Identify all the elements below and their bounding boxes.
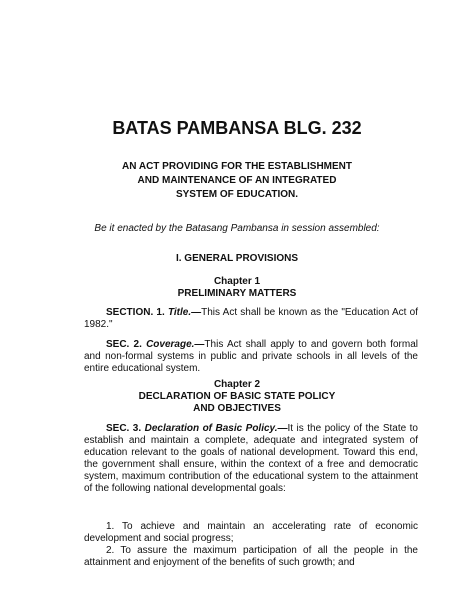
section-2-dash: — [194,339,205,350]
act-title-line-2: AND MAINTENANCE OF AN INTEGRATED [137,175,337,186]
section-1-text: This Act shall be known as the "Education Act of 1982." [84,307,418,330]
section-2-paragraph [84,339,418,375]
goal-item-2 [84,545,418,569]
section-2-heading: Coverage. [146,339,195,350]
section-2-label: SEC. 2. [106,339,142,350]
chapter-1-number: Chapter 1 [213,276,261,287]
section-1-paragraph [84,307,418,331]
chapter-2-name-line-1: DECLARATION OF BASIC STATE POLICY [138,391,336,402]
section-3-paragraph [84,423,418,495]
section-3-label: SEC. 3. [106,423,142,434]
chapter-2-name-line-2: AND OBJECTIVES [193,403,281,414]
enacting-clause: Be it enacted by the Batasang Pambansa in session assembled: [94,223,380,234]
chapter-1-name: PRELIMINARY MATTERS [177,288,297,299]
section-1-label: SECTION. 1. [106,307,165,318]
section-2-text: This Act shall apply to and govern both formal and non-formal systems in public and private schools in all levels of the entire educational system. [84,339,418,374]
act-title-line-1: AN ACT PROVIDING FOR THE ESTABLISHMENT [122,161,352,172]
section-3-dash: — [277,423,288,434]
act-title-line-3: SYSTEM OF EDUCATION. [175,189,299,200]
section-3-text: It is the policy of the State to establish and maintain a complete, adequate and integrated system of education relevant to the goals of national development. Toward this end, the government shall ensure, within the context of a free and democratic system, maximum contribution of the educational system to the attainment of the following national developmental goals: [84,423,418,494]
section-1-heading: Title. [167,307,192,318]
chapter-2-number: Chapter 2 [213,379,261,390]
section-3-heading: Declaration of Basic Policy. [144,423,278,434]
goal-2-text: 2. To assure the maximum participation of all the people in the attainment and enjoyment of the benefits of such growth; and [84,545,418,568]
section-1-dash: — [191,307,202,318]
goal-item-1 [84,521,418,545]
goal-1-text: 1. To achieve and maintain an accelerating rate of economic development and social progress; [84,521,418,544]
document-title: BATAS PAMBANSA BLG. 232 [112,118,362,138]
part-heading: I. GENERAL PROVISIONS [175,253,299,264]
